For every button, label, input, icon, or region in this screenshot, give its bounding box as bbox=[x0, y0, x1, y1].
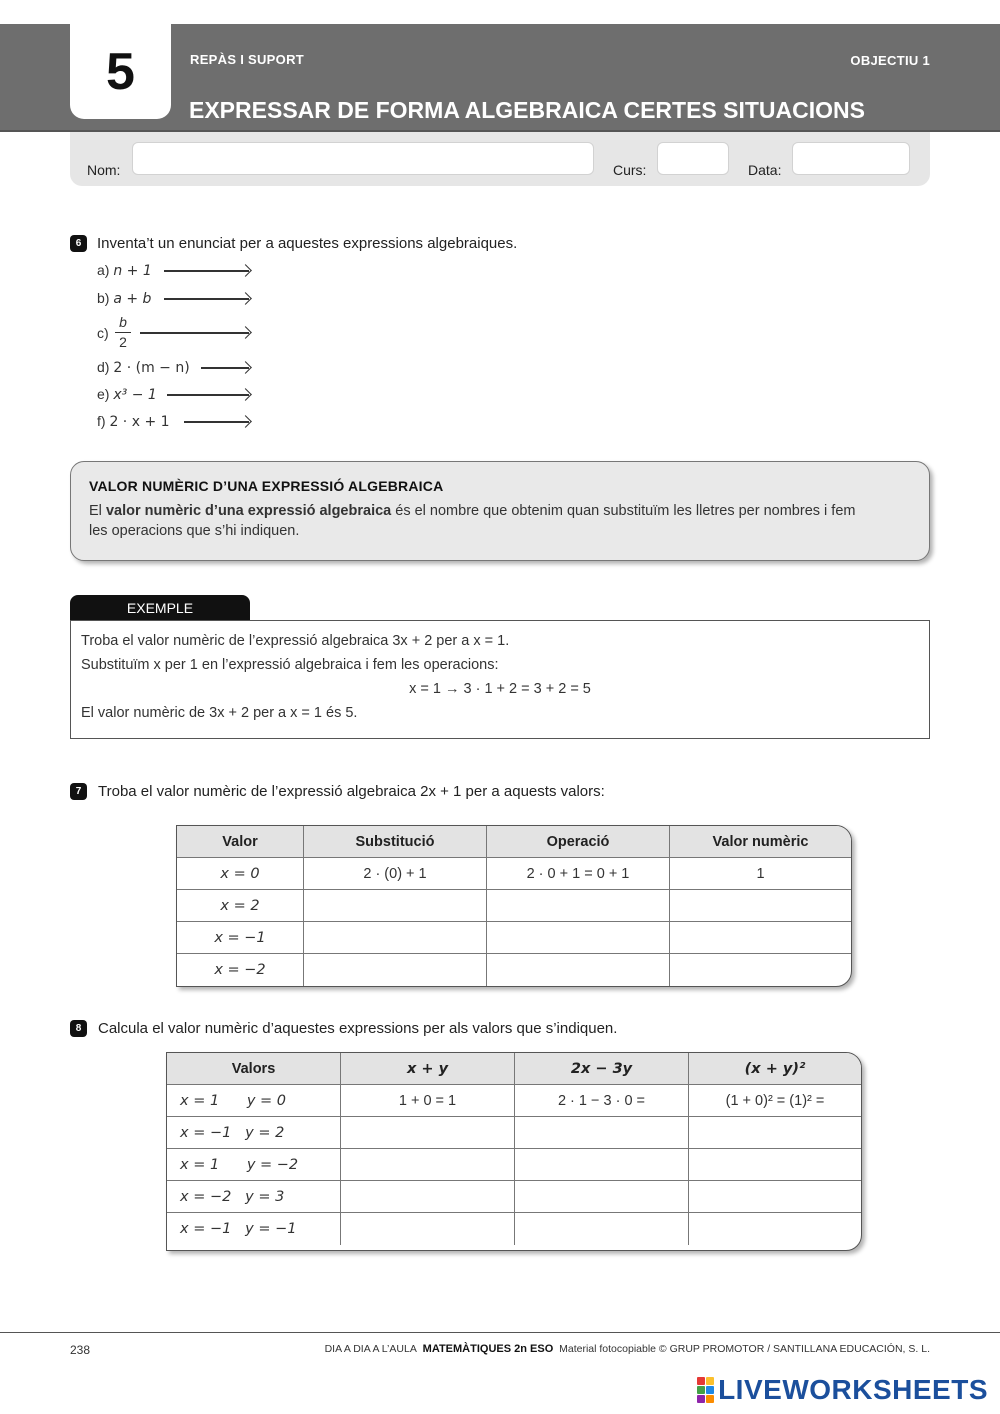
concept-text: El valor numèric d’una expressió algebraica és el nombre que obtenim quan substituïm les lletres per nombres i fem les operacions que s’hi indiquen. bbox=[89, 503, 856, 539]
values-cell: x = −1 y = 2 bbox=[167, 1117, 341, 1149]
exercise-8-statement: Calcula el valor numèric d’aquestes expressions per als valors que s’indiquen. bbox=[98, 1020, 618, 1037]
table-row bbox=[167, 1085, 861, 1117]
sum-cell: 1 + 0 = 1 bbox=[341, 1085, 515, 1117]
value-cell: x = −1 bbox=[177, 922, 304, 954]
footer-divider bbox=[0, 1332, 1000, 1333]
logo-tile bbox=[706, 1386, 714, 1394]
book-title: MATEMÀTIQUES 2n ESO bbox=[422, 1343, 554, 1355]
square-input[interactable] bbox=[689, 1181, 861, 1213]
substitution-cell: 2 · (0) + 1 bbox=[304, 858, 487, 890]
square-input[interactable] bbox=[689, 1117, 861, 1149]
difference-cell: 2 · 1 − 3 · 0 = bbox=[515, 1085, 689, 1117]
column-header: 2x − 3y bbox=[515, 1053, 689, 1085]
exercise-7-statement: Troba el valor numèric de l’expressió algebraica 2x + 1 per a aquests valors: bbox=[98, 783, 605, 800]
table-row bbox=[167, 1149, 861, 1181]
logo-tile bbox=[697, 1395, 705, 1403]
square-input[interactable] bbox=[689, 1149, 861, 1181]
value-cell: x = −2 bbox=[177, 954, 304, 986]
difference-input[interactable] bbox=[515, 1213, 689, 1245]
concept-highlight: valor numèric d’una expressió algebraica bbox=[105, 503, 392, 519]
column-header: Valor bbox=[177, 826, 304, 858]
concept-title: VALOR NUMÈRIC D’UNA EXPRESSIÓ ALGEBRAICA bbox=[89, 478, 444, 494]
sum-input[interactable] bbox=[341, 1117, 515, 1149]
value-cell: x = 2 bbox=[177, 890, 304, 922]
table-row bbox=[167, 1181, 861, 1213]
substitution-input[interactable] bbox=[304, 922, 487, 954]
student-info-bar bbox=[70, 132, 930, 186]
exercise-8-table bbox=[167, 1053, 861, 1245]
table-row bbox=[177, 922, 851, 954]
logo-tiles-icon bbox=[697, 1377, 714, 1403]
objective-label: OBJECTIU 1 bbox=[850, 53, 930, 68]
column-header: (x + y)² bbox=[689, 1053, 861, 1085]
table-row bbox=[177, 858, 851, 890]
arrow-icon bbox=[201, 367, 249, 369]
sum-input[interactable] bbox=[341, 1213, 515, 1245]
result-input[interactable] bbox=[670, 922, 851, 954]
item-expression: a + b bbox=[113, 291, 152, 307]
exercise-number-8: 8 bbox=[70, 1020, 87, 1037]
example-line: x = 1 → 3 · 1 + 2 = 3 + 2 = 5 bbox=[409, 681, 591, 697]
page-number: 238 bbox=[70, 1343, 91, 1357]
result-cell: 1 bbox=[670, 858, 851, 890]
unit-number: 5 bbox=[70, 24, 171, 119]
exercise-6-statement: Inventa’t un enunciat per a aquestes expressions algebraiques. bbox=[97, 235, 518, 252]
example-line: Substituïm x per 1 en l’expressió algebraica i fem les operacions: bbox=[81, 657, 499, 673]
item-label: f) bbox=[97, 413, 106, 429]
arrow-icon bbox=[164, 270, 249, 272]
item-expression: 2 · (m − n) bbox=[113, 360, 190, 376]
logo-text: LIVEWORKSHEETS bbox=[718, 1374, 988, 1405]
table-row bbox=[177, 954, 851, 986]
arrow-icon bbox=[184, 421, 249, 423]
table-header-row bbox=[167, 1053, 861, 1085]
exercise-8-table-frame bbox=[166, 1052, 862, 1251]
difference-input[interactable] bbox=[515, 1117, 689, 1149]
example-tab: EXEMPLE bbox=[70, 595, 250, 620]
name-field[interactable] bbox=[132, 142, 594, 175]
example-line: Troba el valor numèric de l’expressió algebraica 3x + 2 per a x = 1. bbox=[81, 633, 510, 649]
exercise-6-item-c bbox=[97, 325, 109, 341]
logo-tile bbox=[706, 1395, 714, 1403]
operation-input[interactable] bbox=[487, 890, 670, 922]
column-header: Operació bbox=[487, 826, 670, 858]
item-expression: 2 · x + 1 bbox=[109, 414, 170, 430]
values-cell: x = −2 y = 3 bbox=[167, 1181, 341, 1213]
example-box bbox=[70, 620, 930, 739]
result-input[interactable] bbox=[670, 890, 851, 922]
fraction-b-over-2: b 2 bbox=[115, 314, 131, 351]
logo-tile bbox=[697, 1377, 705, 1385]
operation-input[interactable] bbox=[487, 922, 670, 954]
difference-input[interactable] bbox=[515, 1149, 689, 1181]
sum-input[interactable] bbox=[341, 1181, 515, 1213]
exercise-6-item-b bbox=[97, 290, 151, 307]
square-cell: (1 + 0)² = (1)² = bbox=[689, 1085, 861, 1117]
difference-input[interactable] bbox=[515, 1181, 689, 1213]
exercise-6-item-f bbox=[97, 413, 170, 430]
footer-credits: DIA A DIA A L’AULA MATEMÀTIQUES 2n ESO Material fotocopiable © GRUP PROMOTOR / SANTILLANA EDUCACIÓN, S. L. bbox=[324, 1343, 930, 1355]
item-label: c) bbox=[97, 325, 109, 341]
table-row bbox=[167, 1213, 861, 1245]
course-label: Curs: bbox=[613, 162, 647, 178]
page-title: EXPRESSAR DE FORMA ALGEBRAICA CERTES SITUACIONS bbox=[189, 97, 865, 123]
substitution-input[interactable] bbox=[304, 954, 487, 986]
result-input[interactable] bbox=[670, 954, 851, 986]
table-row bbox=[177, 890, 851, 922]
item-label: d) bbox=[97, 359, 110, 375]
section-label: REPÀS I SUPORT bbox=[190, 52, 304, 67]
date-label: Data: bbox=[748, 162, 782, 178]
column-header: Substitució bbox=[304, 826, 487, 858]
exercise-number-7: 7 bbox=[70, 783, 87, 800]
course-field[interactable] bbox=[657, 142, 729, 175]
item-expression: n + 1 bbox=[113, 263, 152, 279]
liveworksheets-logo[interactable] bbox=[697, 1374, 988, 1406]
table-row bbox=[167, 1117, 861, 1149]
value-cell: x = 0 bbox=[177, 858, 304, 890]
table-header-row bbox=[177, 826, 851, 858]
operation-cell: 2 · 0 + 1 = 0 + 1 bbox=[487, 858, 670, 890]
exercise-7-table bbox=[177, 826, 851, 986]
exercise-6-item-e bbox=[97, 386, 157, 403]
column-header: Valor numèric bbox=[670, 826, 851, 858]
item-expression: x³ − 1 bbox=[113, 387, 157, 403]
column-header: x + y bbox=[341, 1053, 515, 1085]
values-cell: x = 1 y = 0 bbox=[167, 1085, 341, 1117]
column-header: Valors bbox=[167, 1053, 341, 1085]
date-field[interactable] bbox=[792, 142, 910, 175]
example-line: El valor numèric de 3x + 2 per a x = 1 és 5. bbox=[81, 705, 358, 721]
exercise-6-item-d bbox=[97, 359, 190, 376]
concept-box bbox=[70, 461, 930, 561]
exercise-7-table-frame bbox=[176, 825, 852, 987]
item-label: e) bbox=[97, 386, 110, 402]
logo-tile bbox=[697, 1386, 705, 1394]
item-label: a) bbox=[97, 262, 110, 278]
name-label: Nom: bbox=[87, 162, 121, 178]
arrow-icon bbox=[140, 332, 249, 334]
item-label: b) bbox=[97, 290, 110, 306]
substitution-input[interactable] bbox=[304, 890, 487, 922]
values-cell: x = −1 y = −1 bbox=[167, 1213, 341, 1245]
arrow-icon bbox=[167, 394, 249, 396]
arrow-icon bbox=[164, 298, 249, 300]
exercise-6-item-a bbox=[97, 262, 152, 279]
square-input[interactable] bbox=[689, 1213, 861, 1245]
logo-tile bbox=[706, 1377, 714, 1385]
operation-input[interactable] bbox=[487, 954, 670, 986]
exercise-number-6: 6 bbox=[70, 235, 87, 252]
values-cell: x = 1 y = −2 bbox=[167, 1149, 341, 1181]
sum-input[interactable] bbox=[341, 1149, 515, 1181]
